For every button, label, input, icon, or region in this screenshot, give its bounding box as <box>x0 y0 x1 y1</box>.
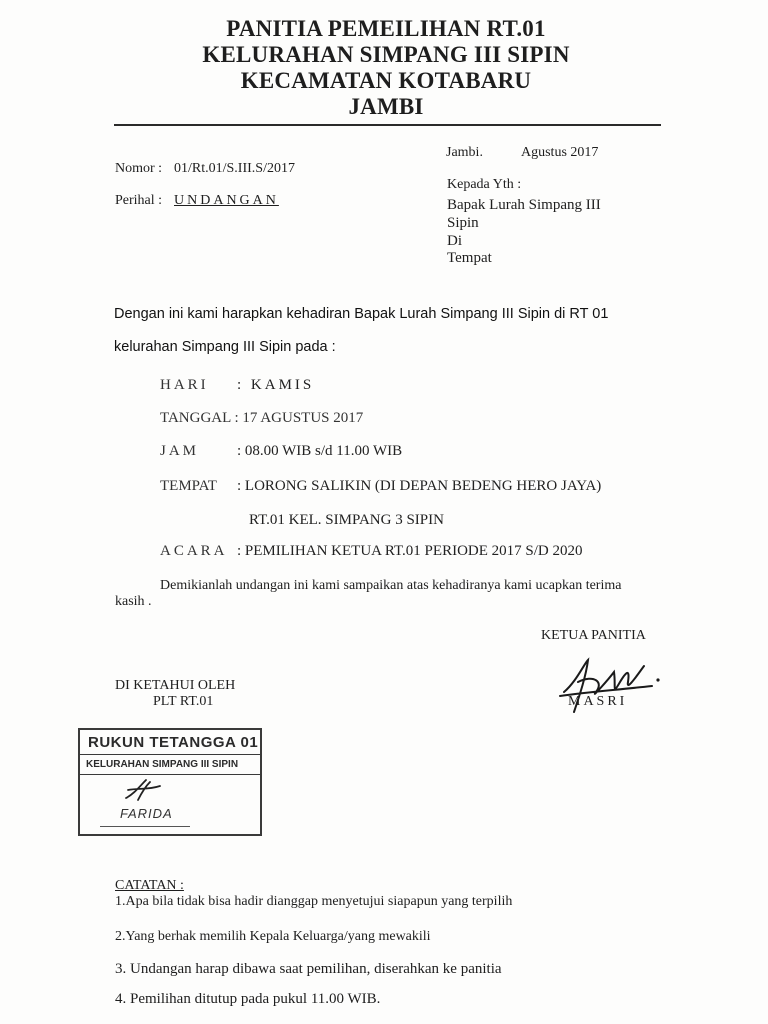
recipient-line-4: Tempat <box>447 250 492 266</box>
detail-hari-label: HARI <box>160 377 209 393</box>
body-paragraph-line-2: kelurahan Simpang III Sipin pada : <box>114 339 336 355</box>
body-paragraph-line-1: Dengan ini kami harapkan kehadiran Bapak Lurah Simpang III Sipin di RT 01 <box>114 306 609 322</box>
known-by-role: PLT RT.01 <box>153 694 214 709</box>
date: Agustus 2017 <box>521 145 599 160</box>
detail-tempat-value: : LORONG SALIKIN (DI DEPAN BEDENG HERO JAYA) <box>237 478 602 494</box>
nomor-label: Nomor : <box>115 161 163 176</box>
notes-item-4: 4. Pemilihan ditutup pada pukul 11.00 WIB. <box>115 991 381 1007</box>
recipient-kepada: Kepada Yth : <box>447 177 522 192</box>
stamp-title: RUKUN TETANGGA 01 <box>88 734 259 751</box>
stamp-subtitle: KELURAHAN SIMPANG III SIPIN <box>86 759 239 770</box>
letterhead-rule <box>114 124 661 126</box>
ketua-name: MASRI <box>568 694 628 709</box>
notes-item-2: 2.Yang berhak memilih Kepala Keluarga/yang mewakili <box>115 929 431 944</box>
letterhead-line-4: JAMBI <box>348 94 424 119</box>
perihal-label: Perihal : <box>115 193 163 208</box>
recipient-line-3: Di <box>447 233 462 249</box>
perihal-value: UNDANGAN <box>174 193 279 208</box>
notes-item-1: 1.Apa bila tidak bisa hadir dianggap menyetujui siapapun yang terpilih <box>115 894 513 909</box>
known-by-label: DI KETAHUI OLEH <box>115 678 236 693</box>
detail-tempat-value-2: RT.01 KEL. SIMPANG 3 SIPIN <box>249 512 444 528</box>
recipient-line-1: Bapak Lurah Simpang III <box>447 197 601 213</box>
ketua-title: KETUA PANITIA <box>541 628 646 643</box>
closing-line-2: kasih . <box>115 594 152 609</box>
ketua-signature <box>556 652 666 722</box>
detail-acara-label: ACARA <box>160 543 228 559</box>
recipient-line-2: Sipin <box>447 215 479 231</box>
stamp-divider <box>80 754 260 755</box>
stamp-divider-2 <box>80 774 260 775</box>
detail-jam-label: JAM <box>160 443 200 459</box>
notes-item-3: 3. Undangan harap dibawa saat pemilihan, diserahkan ke panitia <box>115 961 502 977</box>
letterhead-line-3: KECAMATAN KOTABARU <box>240 68 532 93</box>
place: Jambi. <box>446 145 483 160</box>
stamp-name-underline <box>100 826 190 827</box>
letterhead-line-2: KELURAHAN SIMPANG III SIPIN <box>202 42 570 67</box>
notes-title: CATATAN : <box>115 878 184 893</box>
stamp-signature <box>120 776 170 806</box>
detail-jam-value: : 08.00 WIB s/d 11.00 WIB <box>237 443 403 459</box>
rt-stamp <box>78 728 262 836</box>
stamp-name: FARIDA <box>120 806 173 821</box>
detail-tempat-label: TEMPAT <box>160 478 217 494</box>
detail-tanggal-value: TANGGAL : 17 AGUSTUS 2017 <box>160 410 364 426</box>
nomor-value: 01/Rt.01/S.III.S/2017 <box>174 161 295 176</box>
closing-line-1: Demikianlah undangan ini kami sampaikan atas kehadiranya kami ucapkan terima <box>160 578 622 593</box>
detail-acara-value: : PEMILIHAN KETUA RT.01 PERIODE 2017 S/D 2020 <box>237 543 583 559</box>
letterhead-line-1: PANITIA PEMEILIHAN RT.01 <box>226 16 546 41</box>
detail-hari-value: : KAMIS <box>237 377 315 393</box>
